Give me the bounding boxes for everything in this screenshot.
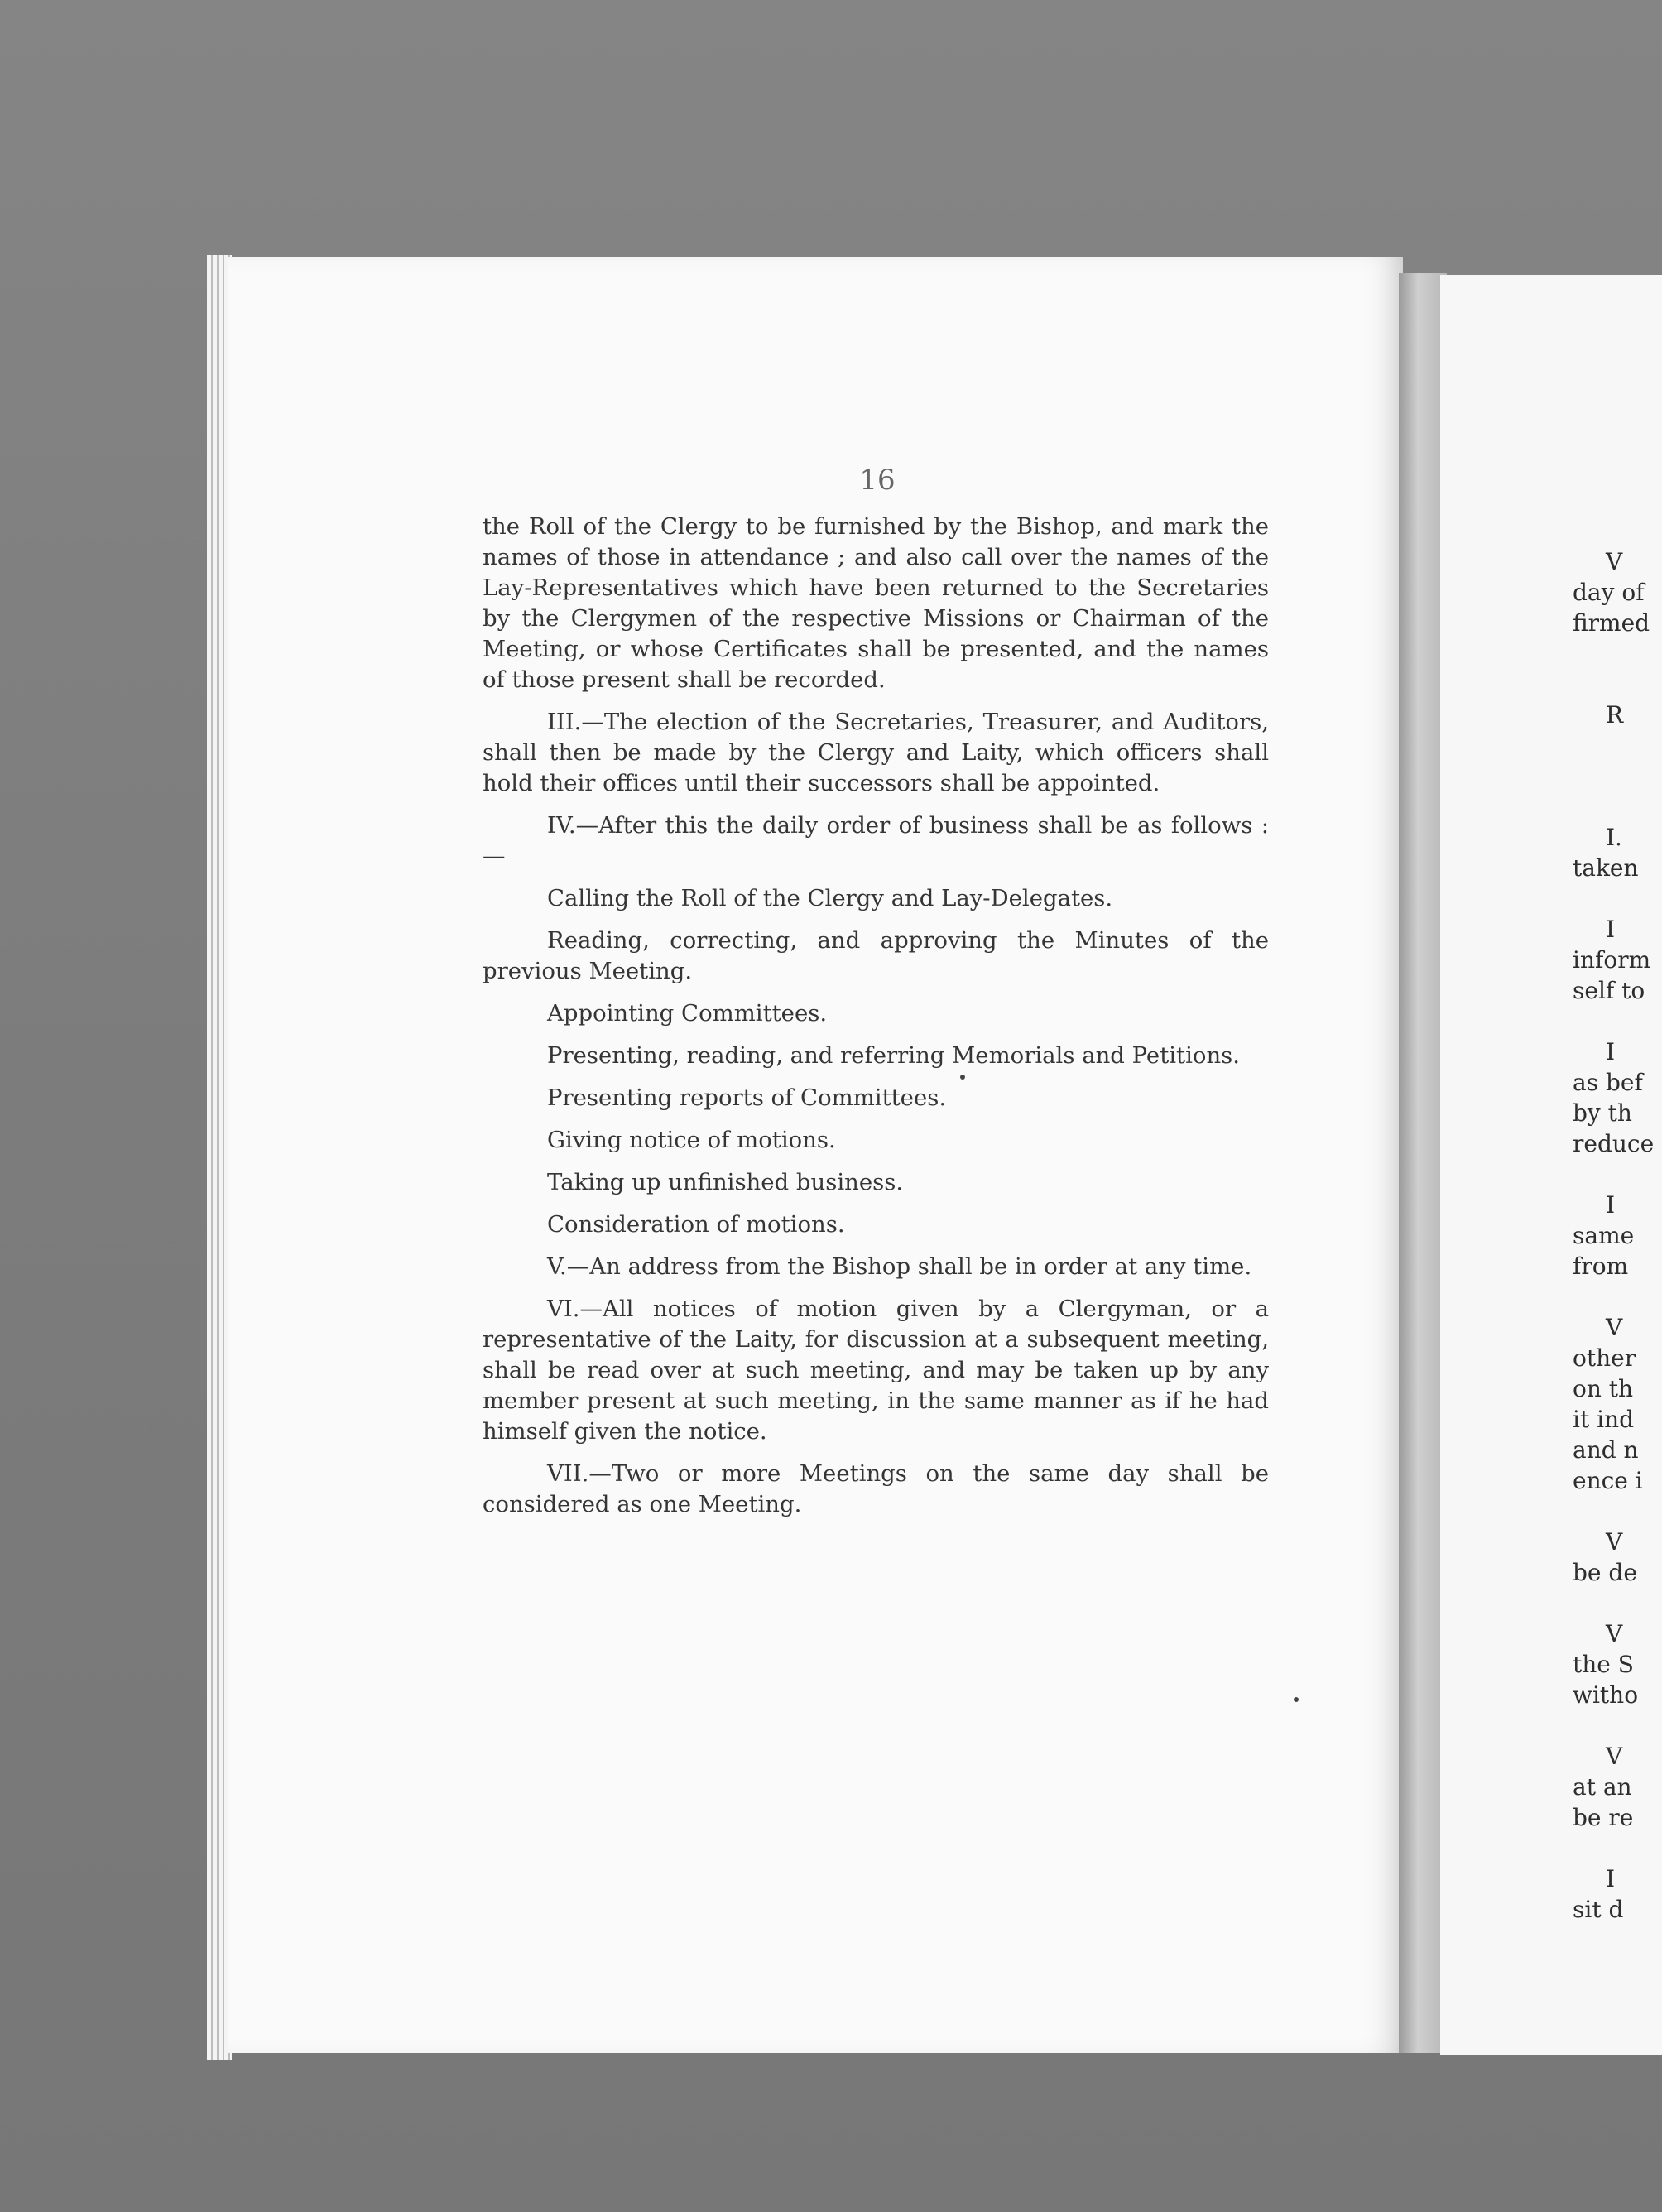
right-page-line — [1573, 1159, 1662, 1190]
ink-speck — [960, 1075, 965, 1080]
right-page-line: be re — [1573, 1804, 1634, 1831]
right-page-line — [1573, 1282, 1662, 1312]
right-page-line: V — [1606, 548, 1623, 575]
right-page-line: at an — [1573, 1773, 1632, 1801]
right-page-line: from — [1573, 1253, 1629, 1280]
right-page-line: V — [1606, 1528, 1623, 1556]
right-page-text — [1573, 546, 1662, 1925]
right-page-line: be de — [1573, 1559, 1637, 1586]
paragraph: Reading, correcting, and approving the Minutes of the previous Meeting. — [483, 927, 1269, 984]
right-page-line — [1573, 1006, 1662, 1036]
right-page-line: R — [1606, 701, 1624, 729]
right-page-line: ence i — [1573, 1467, 1643, 1494]
paragraph: Appointing Committees. — [547, 1000, 828, 1027]
right-page-line: sit d — [1573, 1896, 1624, 1923]
right-page-line: I — [1606, 1191, 1616, 1219]
right-page-line: self to — [1573, 977, 1645, 1004]
paragraph: the Roll of the Clergy to be furnished by the Bishop, and mark the names of those in attendance ; and also call over the names of the Lay-Representatives which have been returned to the Secretaries by the Clergymen of the respective Missions or Chairman of the Meeting, or whose Certificates shall be presented, and the names of those present shall be recorded. — [483, 513, 1269, 693]
right-page-line — [1573, 791, 1662, 822]
right-page-line: and n — [1573, 1436, 1639, 1464]
right-page-line — [1573, 1710, 1662, 1741]
right-page-line — [1573, 1588, 1662, 1618]
paragraph: Presenting reports of Committees. — [547, 1084, 947, 1111]
right-page-line: reduce — [1573, 1130, 1655, 1157]
right-page-line — [1573, 638, 1662, 669]
paragraph: Calling the Roll of the Clergy and Lay-Delegates. — [547, 885, 1113, 911]
paragraph: III.—The election of the Secretaries, Treasurer, and Auditors, shall then be made by the Clergy and Laity, which officers shall hold their offices until their successors shall be appointed. — [483, 709, 1269, 796]
paragraph: Consideration of motions. — [547, 1211, 845, 1238]
right-page-line — [1573, 1496, 1662, 1527]
right-page-line — [1573, 883, 1662, 914]
left-page-text — [483, 512, 1269, 1532]
right-page-line: day of — [1573, 579, 1645, 606]
page-number: 16 — [859, 464, 896, 497]
right-page-line: same — [1573, 1222, 1635, 1249]
right-page-line: taken — [1573, 854, 1639, 882]
right-page-line: I — [1606, 1865, 1616, 1892]
right-page-line: on th — [1573, 1375, 1634, 1402]
paragraph: V.—An address from the Bishop shall be in order at any time. — [547, 1253, 1252, 1280]
right-page-line: I — [1606, 1038, 1616, 1065]
right-page-line: V — [1606, 1314, 1623, 1341]
right-page-line: inform — [1573, 946, 1651, 974]
right-page-line — [1573, 761, 1662, 791]
right-page-line — [1573, 730, 1662, 761]
paragraph: Taking up unfinished business. — [547, 1169, 904, 1195]
right-page-line: V — [1606, 1620, 1623, 1647]
right-page-line: witho — [1573, 1681, 1639, 1709]
right-page-line: as bef — [1573, 1069, 1643, 1096]
right-page-line: I — [1606, 916, 1616, 943]
paragraph: IV.—After this the daily order of business shall be as follows :— — [483, 812, 1269, 869]
paragraph: VII.—Two or more Meetings on the same day shall be considered as one Meeting. — [483, 1460, 1269, 1517]
paragraph: Giving notice of motions. — [547, 1127, 836, 1153]
right-page-line: firmed — [1573, 609, 1650, 637]
right-page-line: it ind — [1573, 1406, 1635, 1433]
right-page-line: other — [1573, 1344, 1636, 1372]
right-page-line — [1573, 669, 1662, 700]
right-page-line: V — [1606, 1743, 1623, 1770]
right-page-line — [1573, 1833, 1662, 1863]
paragraph: VI.—All notices of motion given by a Clergyman, or a representative of the Laity, for discussion at a subsequent meeting, shall be read over at such meeting, and may be taken up by any member present at such meeting, in the same manner as if he had himself given the notice. — [483, 1296, 1269, 1445]
right-page-line: I. — [1606, 824, 1622, 851]
paragraph: Presenting, reading, and referring Memorials and Petitions. — [547, 1042, 1241, 1069]
right-page-line: the S — [1573, 1651, 1634, 1678]
right-page-line: by th — [1573, 1099, 1632, 1127]
ink-speck — [1294, 1697, 1299, 1702]
